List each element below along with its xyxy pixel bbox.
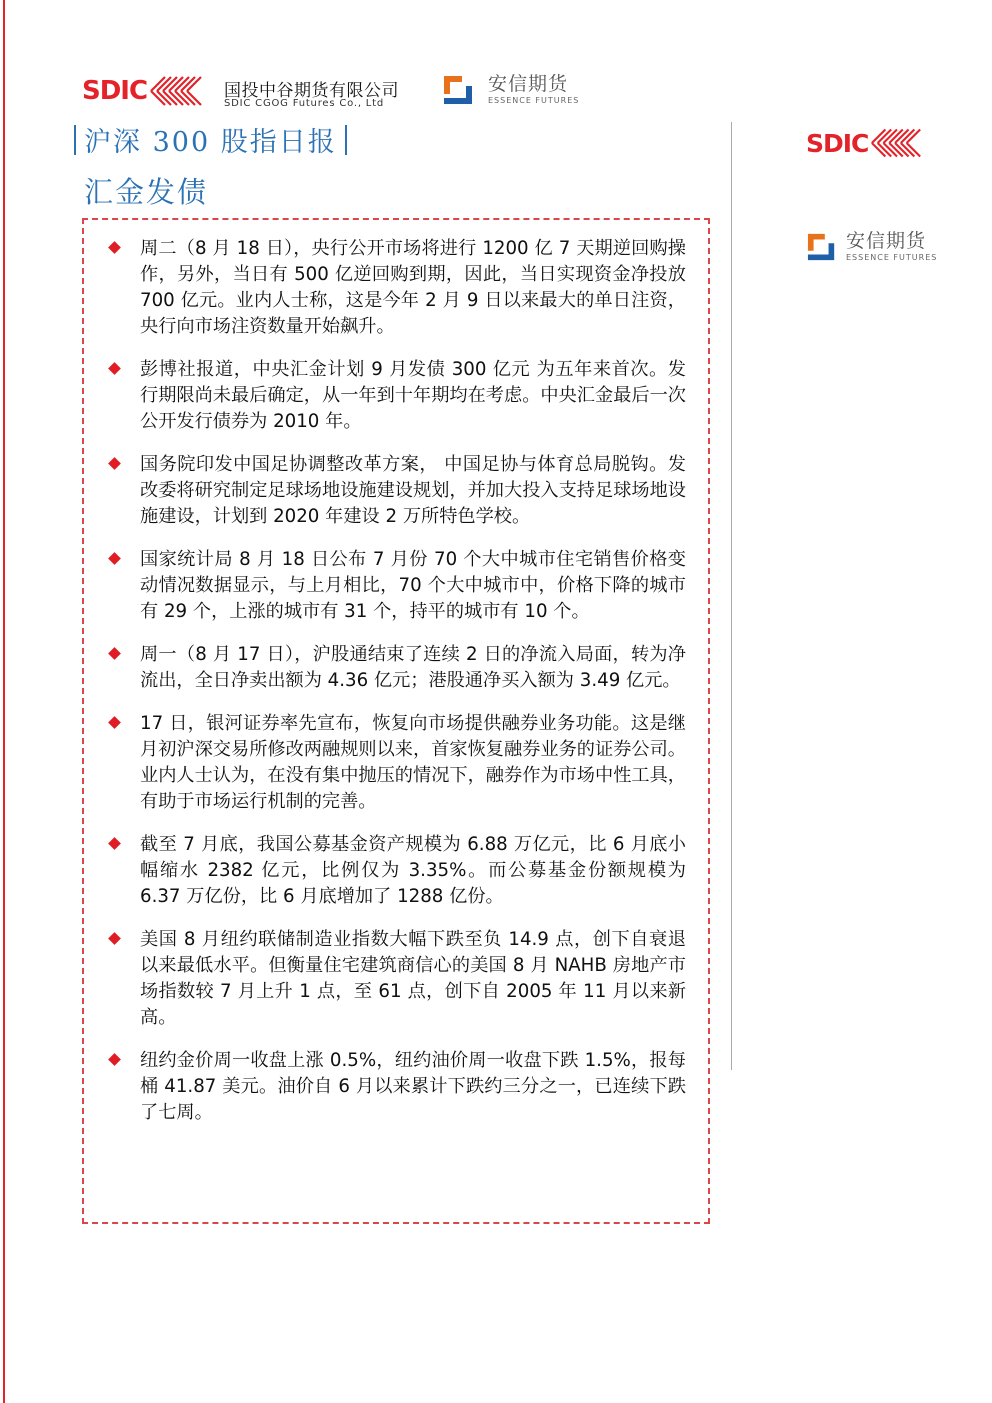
news-text: 周一（8 月 17 日），沪股通结束了连续 2 日的净流入局面，转为净流出，全日净卖出额为 4.36 亿元；港股通净买入额为 3.49 亿元。 xyxy=(140,644,686,691)
diamond-icon xyxy=(108,716,121,729)
news-item xyxy=(84,1048,708,1126)
section-title: 汇金发债 xyxy=(84,175,209,209)
news-text: 美国 8 月纽约联储制造业指数大幅下跌至负 14.9 点，创下自衰退以来最低水平。但衡量住宅建筑商信心的美国 8 月 NAHB 房地产市场指数较 7 月上升 1 点，至 61 点，创下自 2005 年 11 月以来新高。 xyxy=(140,929,686,1028)
sdic-logo xyxy=(82,76,205,106)
news-item xyxy=(84,642,708,694)
news-text: 17 日，银河证券率先宣布，恢复向市场提供融券业务功能。这是继月初沪深交易所修改两融规则以来，首家恢复融券业务的证券公司。业内人士认为，在没有集中抛压的情况下，融券作为市场中性工具，有助于市场运行机制的完善。 xyxy=(140,713,686,812)
news-text: 周二（8 月 18 日），央行公开市场将进行 1200 亿 7 天期逆回购操作，另外，当日有 500 亿逆回购到期，因此，当日实现资金净投放 700 亿元。业内人士称，这是今年 2 月 9 日以来最大的单日注资，央行向市场注资数量开始飙升。 xyxy=(140,238,686,337)
sdic-mark-icon xyxy=(147,76,205,106)
news-text: 纽约金价周一收盘上涨 0.5%，纽约油价周一收盘下跌 1.5%，报每桶 41.87 美元。油价自 6 月以来累计下跌约三分之一，已连续下跌了七周。 xyxy=(140,1050,686,1123)
sdic-logo-text: SDIC xyxy=(82,76,148,106)
sidebar-essence-logo xyxy=(806,232,937,262)
essence-mark-icon xyxy=(442,74,476,106)
news-text: 国家统计局 8 月 18 日公布 7 月份 70 个大中城市住宅销售价格变动情况数据显示，与上月相比，70 个大中城市中，价格下降的城市有 29 个，上涨的城市有 31 个，持平的城市有 10 个。 xyxy=(140,549,686,622)
sidebar-sdic-logo xyxy=(806,128,924,158)
news-list xyxy=(84,236,708,1143)
essence-name-en: ESSENCE FUTURES xyxy=(488,96,580,105)
news-item xyxy=(84,711,708,815)
sidebar-sdic-logo-text: SDIC xyxy=(806,128,869,158)
sdic-mark-icon xyxy=(868,128,924,158)
essence-name-cn: 安信期货 xyxy=(488,73,569,95)
news-item xyxy=(84,452,708,530)
diamond-icon xyxy=(108,362,121,375)
essence-logo xyxy=(442,74,579,106)
diamond-icon xyxy=(108,837,121,850)
title-bar-right xyxy=(345,125,347,155)
news-text: 彭博社报道，中央汇金计划 9 月发债 300 亿元 为五年来首次。发行期限尚未最后确定，从一年到十年期均在考虑。中央汇金最后一次公开发行债券为 2010 年。 xyxy=(140,359,686,432)
news-text: 截至 7 月底，我国公募基金资产规模为 6.88 万亿元，比 6 月底小幅缩水 2382 亿元，比例仅为 3.35%。而公募基金份额规模为 6.37 万亿份，比 6 月底增加了 1288 亿份。 xyxy=(140,834,686,907)
report-title xyxy=(74,120,347,159)
report-title-text: 沪深 300 股指日报 xyxy=(84,127,337,158)
left-margin-rule xyxy=(3,0,5,1403)
title-bar-left xyxy=(74,125,76,155)
diamond-icon xyxy=(108,647,121,660)
sidebar-divider xyxy=(731,122,732,1070)
diamond-icon xyxy=(108,457,121,470)
diamond-icon xyxy=(108,241,121,254)
news-item xyxy=(84,927,708,1031)
diamond-icon xyxy=(108,1053,121,1066)
news-item xyxy=(84,236,708,340)
news-item xyxy=(84,547,708,625)
sidebar-essence-name-en: ESSENCE FUTURES xyxy=(846,253,938,262)
diamond-icon xyxy=(108,552,121,565)
sidebar-essence-name-cn: 安信期货 xyxy=(846,230,927,252)
news-box xyxy=(82,218,710,1224)
essence-mark-icon xyxy=(806,232,838,262)
news-item xyxy=(84,357,708,435)
news-text: 国务院印发中国足协调整改革方案， 中国足协与体育总局脱钩。发改委将研究制定足球场地设施建设规划，并加大投入支持足球场地设施建设，计划到 2020 年建设 2 万所特色学校。 xyxy=(140,454,686,527)
company-name-cn: 国投中谷期货有限公司 xyxy=(224,81,399,101)
diamond-icon xyxy=(108,932,121,945)
news-item xyxy=(84,832,708,910)
company-name-en: SDIC CGOG Futures Co., Ltd xyxy=(224,98,385,109)
